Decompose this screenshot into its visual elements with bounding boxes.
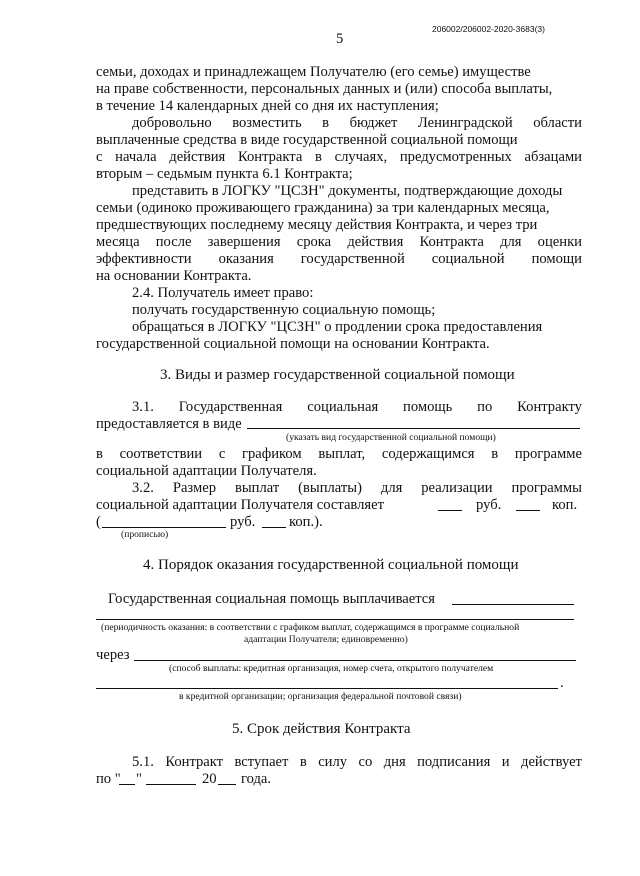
periodicity-hint: адаптации Получателя; единовременно): [244, 634, 408, 645]
paragraph-line: в соответствии с графиком выплат, содержащимся в программе: [96, 446, 582, 462]
in-words-hint: (прописью): [121, 529, 169, 540]
paragraph-line: через: [96, 647, 130, 663]
payment-method-blank[interactable]: [134, 660, 576, 661]
year-blank[interactable]: [218, 784, 236, 785]
paragraph-line: вторым – седьмым пункта 6.1 Контракта;: [96, 166, 353, 182]
period-mark: .: [560, 675, 564, 691]
paragraph-line: обращаться в ЛОГКУ "ЦСЗН" о продлении срока предоставления: [132, 319, 543, 335]
section-5-heading: 5. Срок действия Контракта: [232, 721, 411, 737]
document-code: 206002/206002-2020-3683(3): [432, 24, 545, 34]
section-4-heading: 4. Порядок оказания государственной социальной помощи: [143, 557, 519, 573]
amount-in-words-blank[interactable]: [102, 527, 226, 528]
paragraph-line: 3.1. Государственная социальная помощь по Контракту: [132, 399, 582, 415]
paragraph-line: представить в ЛОГКУ "ЦСЗН" документы, подтверждающие доходы: [132, 183, 563, 199]
paragraph-line: предоставляется в виде: [96, 416, 242, 432]
periodicity-blank-line2[interactable]: [96, 619, 574, 620]
clause-2-4: 2.4. Получатель имеет право:: [132, 285, 314, 301]
periodicity-hint: (периодичность оказания: в соответствии с графиком выплат, содержащимся в программе социальной: [101, 622, 520, 633]
periodicity-blank[interactable]: [452, 604, 574, 605]
paragraph-line: семьи, доходах и принадлежащем Получателю (его семье) имуществе: [96, 64, 531, 80]
kop-label: коп.: [552, 497, 578, 513]
rub-label: руб.: [230, 514, 256, 530]
aid-type-blank[interactable]: [247, 428, 580, 429]
aid-type-hint: (указать вид государственной социальной помощи): [286, 432, 496, 443]
rub-amount-blank[interactable]: [438, 510, 462, 511]
year-prefix: 20: [202, 771, 217, 787]
paragraph-line: семьи (одиноко проживающего гражданина) за три календарных месяца,: [96, 200, 550, 216]
paragraph-line: на праве собственности, персональных данных и (или) способа выплаты,: [96, 81, 553, 97]
day-blank[interactable]: [119, 784, 135, 785]
paragraph-line: 5.1. Контракт вступает в силу со дня подписания и действует: [132, 754, 582, 770]
paragraph-line: добровольно возместить в бюджет Ленинградской области: [132, 115, 582, 131]
paragraph-line: получать государственную социальную помощь;: [132, 302, 436, 318]
rub-label: руб.: [476, 497, 502, 513]
paragraph-line: в течение 14 календарных дней со дня их наступления;: [96, 98, 439, 114]
paragraph-line: социальной адаптации Получателя составляет: [96, 497, 384, 513]
paragraph-line: государственной социальной помощи на основании Контракта.: [96, 336, 490, 352]
paragraph-line: выплаченные средства в виде государственной социальной помощи: [96, 132, 518, 148]
paren-open: (: [96, 514, 101, 530]
paragraph-line: предшествующих последнему месяцу действия Контракта, и через три: [96, 217, 538, 233]
kop-in-words-blank[interactable]: [262, 527, 286, 528]
paragraph-line: Государственная социальная помощь выплачивается: [108, 591, 435, 607]
paragraph-line: с начала действия Контракта в случаях, предусмотренных абзацами: [96, 149, 582, 165]
kop-amount-blank[interactable]: [516, 510, 540, 511]
payment-method-hint: (способ выплаты: кредитная организация, номер счета, открытого получателем: [169, 663, 494, 674]
paragraph-line: 3.2. Размер выплат (выплаты) для реализации программы: [132, 480, 582, 496]
page-number: 5: [336, 31, 344, 47]
paragraph-line: эффективности оказания государственной социальной помощи: [96, 251, 582, 267]
paragraph-line: по ": [96, 771, 121, 787]
payment-method-blank-line2[interactable]: [96, 688, 558, 689]
payment-method-hint: в кредитной организации; организация федеральной почтовой связи): [179, 691, 462, 702]
month-blank[interactable]: [146, 784, 196, 785]
kop-label: коп.).: [289, 514, 323, 530]
year-word: года.: [241, 771, 272, 787]
paragraph-line: месяца после завершения срока действия Контракта для оценки: [96, 234, 582, 250]
paragraph-line: на основании Контракта.: [96, 268, 252, 284]
quote-mark: ": [136, 771, 142, 787]
paragraph-line: социальной адаптации Получателя.: [96, 463, 317, 479]
section-3-heading: 3. Виды и размер государственной социальной помощи: [160, 367, 515, 383]
